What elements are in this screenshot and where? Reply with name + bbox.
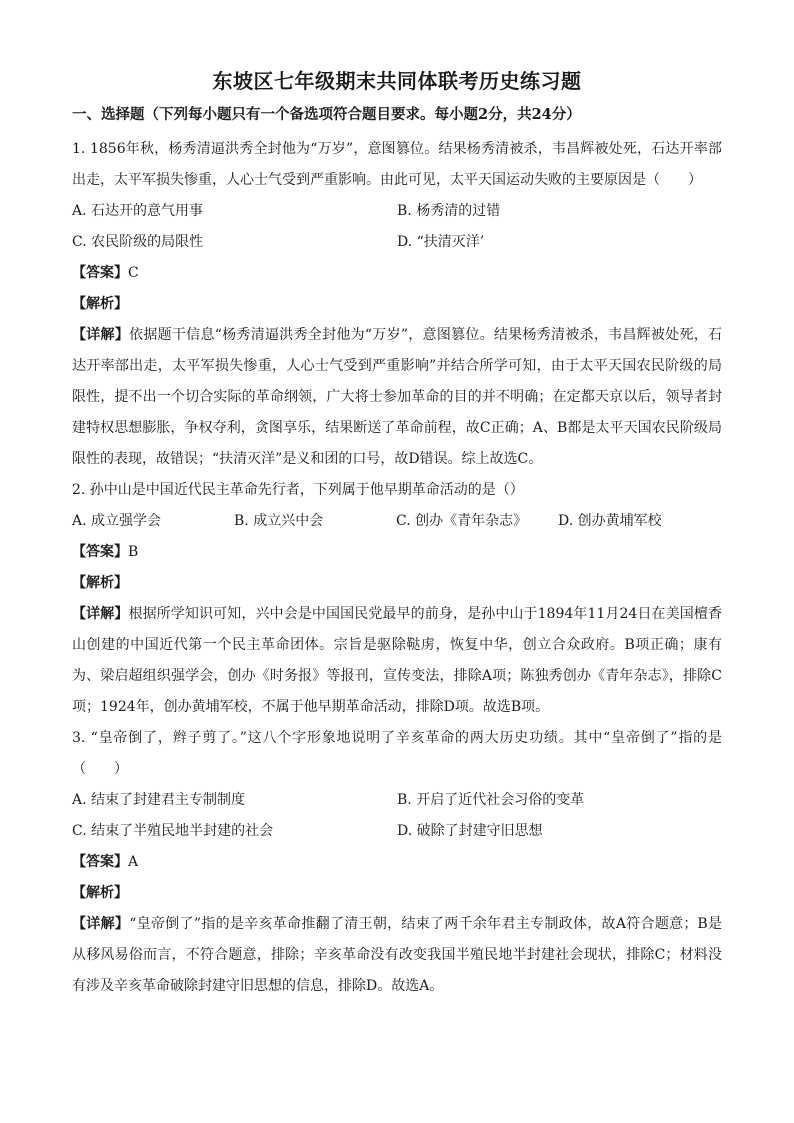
detail-text: “皇帝倒了”指的是辛亥革命推翻了清王朝，结束了两千余年君主专制政体，故A符合题意；B是从移风易俗而言，不符合题意，排除；辛亥革命没有改变我国半殖民地半封建社会现状，排除C；材料没有涉及辛亥革命破除封建守旧思想的信息，排除D。故选A。 — [72, 916, 722, 994]
option-a: A. 成立强学会 — [72, 513, 162, 529]
section-heading: 一、选择题（下列每小题只有一个备选项符合题目要求。每小题2分，共24分） — [72, 106, 581, 123]
answer-label: 【答案】 — [72, 544, 128, 560]
option-a: A. 石达开的意气用事 — [72, 203, 204, 219]
question-stem: 3. “皇帝倒了，辫子剪了。”这八个字形象地说明了辛亥革命的两大历史功绩。其中“皇帝倒了”指的是（ ） — [72, 730, 722, 777]
options-list — [72, 196, 722, 258]
option-c: C. 农民阶级的局限性 — [72, 234, 204, 250]
option-c: C. 创办《青年杂志》 — [396, 513, 528, 529]
analysis-line — [72, 289, 722, 320]
option-d: D. 破除了封建守旧思想 — [397, 823, 543, 839]
detail-label: 【详解】 — [72, 327, 130, 343]
exam-page — [72, 66, 722, 1002]
detail-label: 【详解】 — [72, 916, 130, 932]
answer-line — [72, 537, 722, 568]
question-2 — [72, 475, 722, 723]
question-3 — [72, 723, 722, 1002]
analysis-label: 【解析】 — [72, 885, 128, 901]
answer-line — [72, 258, 722, 289]
option-a: A. 结束了封建君主专制制度 — [72, 792, 246, 808]
answer-value: A — [128, 854, 139, 870]
question-stem: 2. 孙中山是中国近代民主革命先行者，下列属于他早期革命活动的是（） — [72, 482, 524, 498]
detail-text: 依据题干信息“杨秀清逼洪秀全封他为“万岁”，意图篡位。结果杨秀清被杀，韦昌辉被处死，石达开率部出走，太平军损失惨重，人心士气受到严重影响”并结合所学可知，由于太平天国农民阶级的局限性，提不出一个切合实际的革命纲领，广大将士参加革命的目的并不明确；在定都天京以后，领导者封建特权思想膨胀，争权夺利，贪图享乐，结果断送了革命前程，故C正确；A、B都是太平天国农民阶级局限性的表现，故错误；“扶清灭洋”是义和团的口号，故D错误。综上故选C。 — [72, 327, 722, 467]
answer-label: 【答案】 — [72, 265, 128, 281]
answer-value: C — [128, 265, 139, 281]
answer-label: 【答案】 — [72, 854, 128, 870]
option-b: B. 开启了近代社会习俗的变革 — [397, 792, 585, 808]
option-b: B. 成立兴中会 — [234, 513, 324, 529]
analysis-label: 【解析】 — [72, 575, 128, 591]
detail-label: 【详解】 — [72, 606, 129, 622]
analysis-line — [72, 878, 722, 909]
option-b: B. 杨秀清的过错 — [397, 203, 501, 219]
detail-text: 根据所学知识可知，兴中会是中国国民党最早的前身，是孙中山于1894年11月24日在美国檀香山创建的中国近代第一个民主革命团体。宗旨是驱除鞑虏，恢复中华，创立合众政府。B项正确；康有为、梁启超组织强学会，创办《时务报》等报刊，宣传变法，排除A项；陈独秀创办《青年杂志》，排除C项；1924年，创办黄埔军校，不属于他早期革命活动，排除D项。故选B项。 — [72, 606, 723, 715]
detail-paragraph — [72, 320, 722, 475]
question-1 — [72, 134, 722, 475]
option-d: D. “扶清灭洋’ — [397, 234, 485, 250]
detail-paragraph — [72, 909, 722, 1002]
options-list — [72, 506, 722, 537]
option-c: C. 结束了半殖民地半封建的社会 — [72, 823, 274, 839]
analysis-label: 【解析】 — [72, 296, 128, 312]
detail-paragraph — [72, 599, 722, 723]
page-title: 东坡区七年级期末共同体联考历史练习题 — [212, 69, 582, 93]
analysis-line — [72, 568, 722, 599]
options-list — [72, 785, 722, 847]
answer-line — [72, 847, 722, 878]
option-d: D. 创办黄埔军校 — [558, 513, 662, 529]
answer-value: B — [128, 544, 139, 560]
question-stem: 1. 1856年秋，杨秀清逼洪秀全封他为“万岁”，意图篡位。结果杨秀清被杀，韦昌辉被处死，石达开率部出走，太平军损失惨重，人心士气受到严重影响。由此可见，太平天国运动失败的主要原因是（ ） — [72, 141, 722, 188]
